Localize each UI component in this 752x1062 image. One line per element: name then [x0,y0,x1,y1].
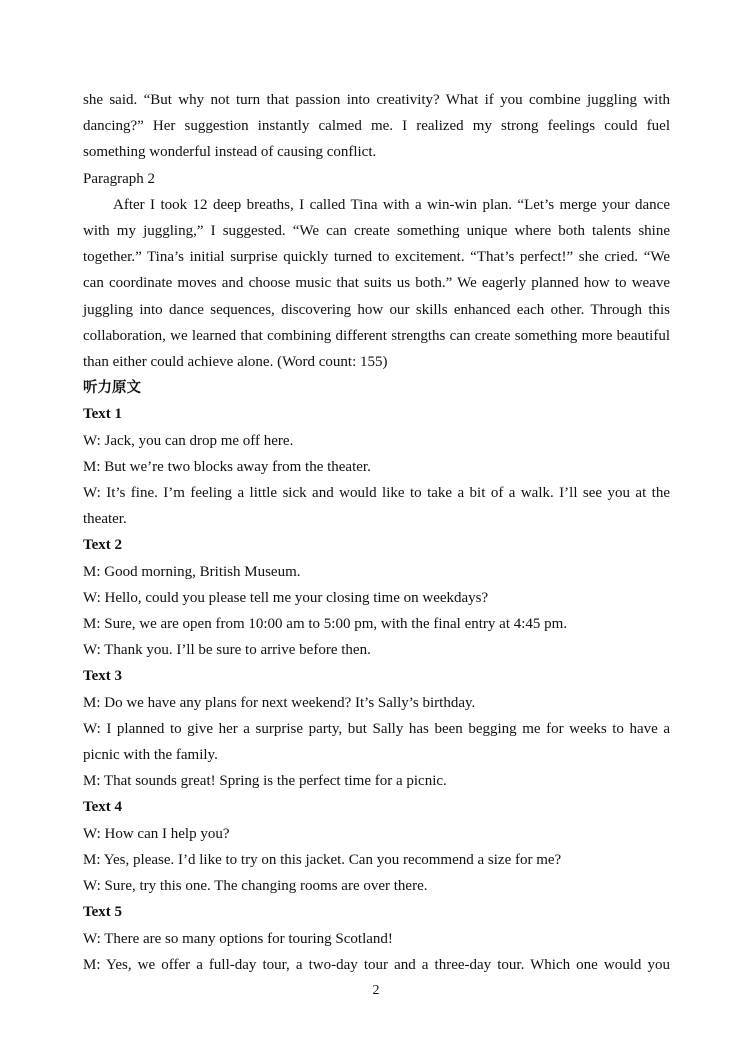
text-5-heading: Text 5 [83,904,123,921]
listening-section-title: 听力原文 [83,380,141,397]
text-5-line-2: M: Yes, we offer a full-day tour, a two-day tour and a three-day tour. Which one would you [83,956,670,973]
page-number: 2 [372,983,380,998]
text-3-line-2: W: I planned to give her a surprise party, but Sally has been begging me for weeks to have a picnic with the family. [83,720,670,764]
text-5-line-1: W: There are so many options for touring Scotland! [83,930,393,947]
document-page [83,87,670,978]
text-2-heading: Text 2 [83,537,123,554]
text-2-line-4: W: Thank you. I’ll be sure to arrive before then. [83,642,371,659]
text-3-heading: Text 3 [83,668,123,685]
text-3-line-1: M: Do we have any plans for next weekend? It’s Sally’s birthday. [83,694,476,711]
text-1-line-3: W: It’s fine. I’m feeling a little sick and would like to take a bit of a walk. I’ll see you at the theater. [83,485,670,528]
text-4-line-1: W: How can I help you? [83,825,230,842]
essay-paragraph-1-end: she said. “But why not turn that passion into creativity? What if you combine juggling with dancing?” Her suggestion instantly calmed me. I realized my strong feelings could fuel something wonderful instead of causing conflict. [83,92,670,161]
text-2-line-2: W: Hello, could you please tell me your closing time on weekdays? [83,589,489,606]
text-1-line-2: M: But we’re two blocks away from the theater. [83,458,371,475]
text-2-line-1: M: Good morning, British Museum. [83,563,301,580]
text-4-line-2: M: Yes, please. I’d like to try on this jacket. Can you recommend a size for me? [83,851,562,868]
text-4-line-3: W: Sure, try this one. The changing rooms are over there. [83,878,428,895]
text-1-line-1: W: Jack, you can drop me off here. [83,432,294,449]
essay-paragraph-2: After I took 12 deep breaths, I called Tina with a win-win plan. “Let’s merge your dance with my juggling,” I suggested. “We can create something unique where both talents shine together.” Tina’s initial surprise quickly turned to excitement. “That’s perfect!” she cried. “We can coordinate moves and choose music that suits us both.” We eagerly planned how to weave juggling into dance sequences, discovering how our skills enhanced each other. Through this collaboration, we learned that combining different strengths can create something more beautiful than either could achieve alone. (Word count: 155) [83,196,670,371]
text-3-line-3: M: That sounds great! Spring is the perfect time for a picnic. [83,773,447,790]
text-4-heading: Text 4 [83,799,123,816]
text-2-line-3: M: Sure, we are open from 10:00 am to 5:00 pm, with the final entry at 4:45 pm. [83,616,568,633]
text-1-heading: Text 1 [83,406,123,423]
paragraph-2-label: Paragraph 2 [83,170,156,187]
